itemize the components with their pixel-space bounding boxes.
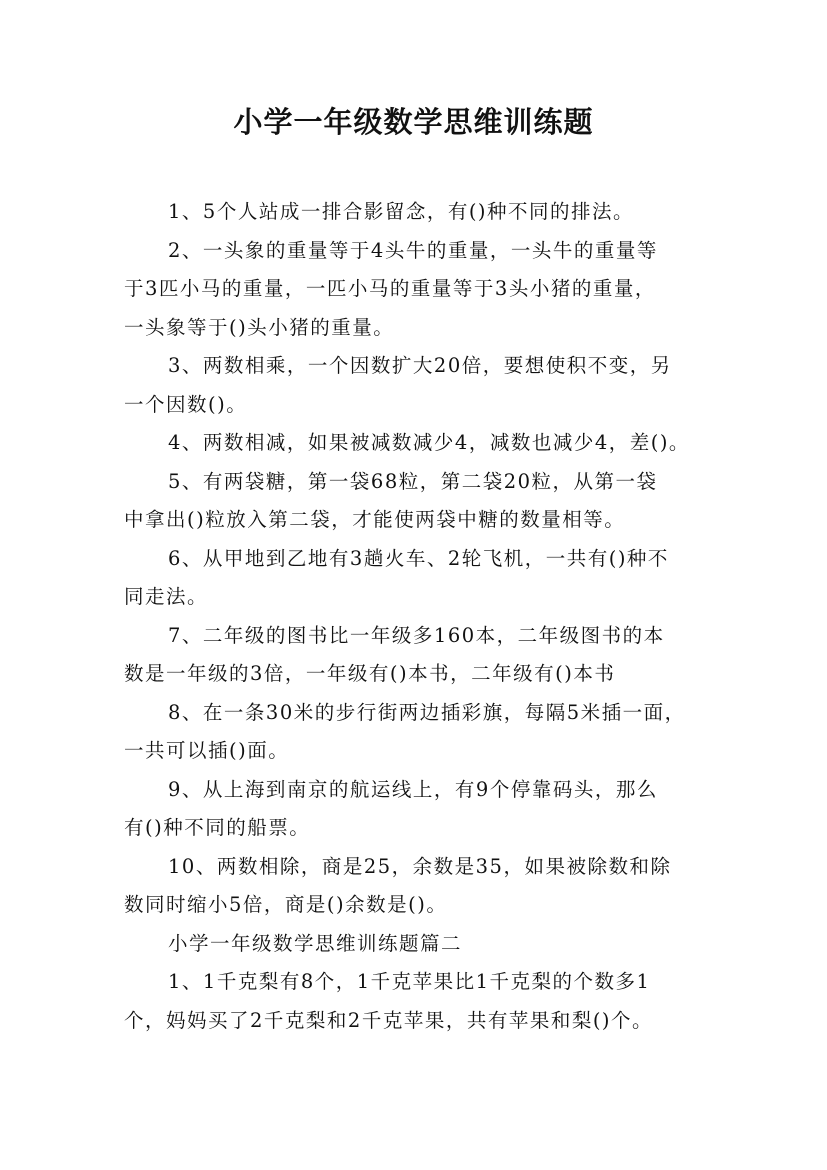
text-line: 有()种不同的船票。 <box>124 816 311 839</box>
text-line: 1、5个人站成一排合影留念，有()种不同的排法。 <box>168 200 635 223</box>
document-title: 小学一年级数学思维训练题 <box>233 105 594 139</box>
document-body <box>124 193 724 1040</box>
text-line: 于3匹小马的重量，一匹小马的重量等于3头小猪的重量， <box>124 277 656 300</box>
text-line: 8、在一条30米的步行街两边插彩旗，每隔5米插一面， <box>168 700 686 724</box>
section-heading: 小学一年级数学思维训练题篇二 <box>168 931 463 955</box>
text-line: 数同时缩小5倍，商是()余数是()。 <box>124 893 448 916</box>
text-line: 5、有两袋糖，第一袋68粒，第二袋20粒，从第一袋 <box>168 469 658 493</box>
text-line: 9、从上海到南京的航运线上，有9个停靠码头，那么 <box>168 777 658 801</box>
text-line: 2、一头象的重量等于4头牛的重量，一头牛的重量等 <box>168 238 658 262</box>
text-line: 数是一年级的3倍，一年级有()本书，二年级有()本书 <box>124 662 616 685</box>
text-line: 6、从甲地到乙地有3趟火车、2轮飞机，一共有()种不 <box>168 546 669 570</box>
text-line: 7、二年级的图书比一年级多160本，二年级图书的本 <box>168 623 665 647</box>
text-line: 一个因数()。 <box>124 392 248 416</box>
text-line: 10、两数相除，商是25，余数是35，如果被除数和除 <box>168 854 672 878</box>
text-line: 中拿出()粒放入第二袋，才能使两袋中糖的数量相等。 <box>124 508 626 531</box>
text-line: 4、两数相减，如果被减数减少4，减数也减少4，差()。 <box>168 431 690 454</box>
text-line: 一头象等于()头小猪的重量。 <box>124 315 395 339</box>
text-line: 个，妈妈买了2千克梨和2千克苹果，共有苹果和梨()个。 <box>124 1008 654 1032</box>
text-line: 1、1千克梨有8个，1千克苹果比1千克梨的个数多1 <box>168 970 651 993</box>
text-line: 一共可以插()面。 <box>124 739 290 762</box>
text-line: 同走法。 <box>124 585 209 608</box>
text-line: 3、两数相乘，一个因数扩大20倍，要想使积不变，另 <box>168 354 672 377</box>
